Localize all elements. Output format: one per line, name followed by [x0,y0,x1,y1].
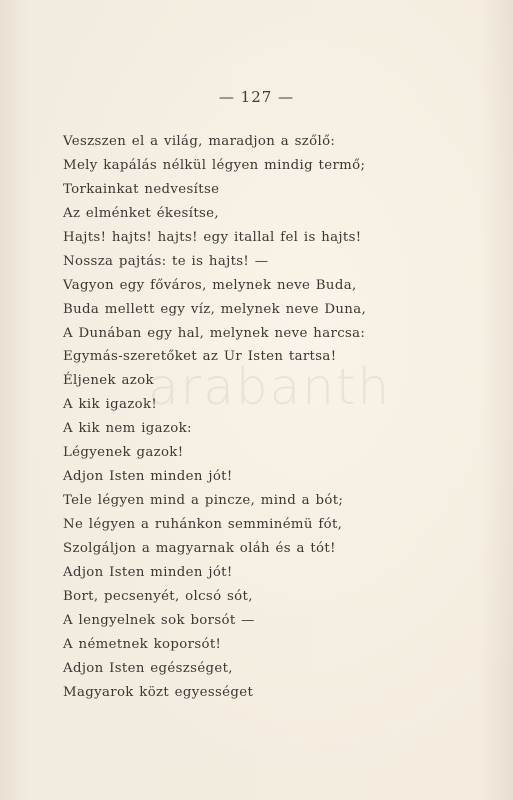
poem-line: Adjon Isten egészséget, [63,660,233,676]
poem-line: Adjon Isten minden jót! [63,469,233,485]
poem-line: Hajts! hajts! hajts! egy itallal fel is hajts! [63,229,362,245]
poem-line: Adjon Isten minden jót! [63,564,233,580]
poem-line: Torkainkat nedvesítse [63,181,220,197]
watermark: arabanth [148,358,392,416]
poem-line: Egymás-szeretőket az Ur Isten tartsa! [63,349,337,365]
poem-line: Szolgáljon a magyarnak oláh és a tót! [63,540,336,556]
poem-line: Nossza pajtás: te is hajts! — [63,253,269,269]
poem-line: A kik nem igazok: [63,421,192,437]
poem-line: Légyenek gazok! [63,445,184,461]
poem-line: A kik igazok! [63,397,158,413]
page-number: — 127 — [218,88,295,106]
poem-line: Mely kapálás nélkül légyen mindig termő; [63,157,366,173]
poem-line: Buda mellett egy víz, melynek neve Duna, [63,301,367,317]
poem-line: Ne légyen a ruhánkon semminémü fót, [63,517,343,532]
poem-text [63,130,366,705]
poem-line: Az elménket ékesítse, [63,205,219,221]
poem-line: Éljenek azok [63,373,154,389]
poem-line: Veszszen el a világ, maradjon a szőlő: [63,134,336,149]
poem-line: A Dunában egy hal, melynek neve harcsa: [63,325,366,341]
poem-line: Bort, pecsenyét, olcsó sót, [63,588,253,604]
poem-line: A lengyelnek sok borsót — [63,612,255,628]
poem-line: Vagyon egy főváros, melynek neve Buda, [63,277,357,293]
poem-line: Magyarok közt egyességet [63,684,254,700]
poem-line: Tele légyen mind a pincze, mind a bót; [63,493,344,509]
poem-line: A németnek koporsót! [63,636,222,652]
